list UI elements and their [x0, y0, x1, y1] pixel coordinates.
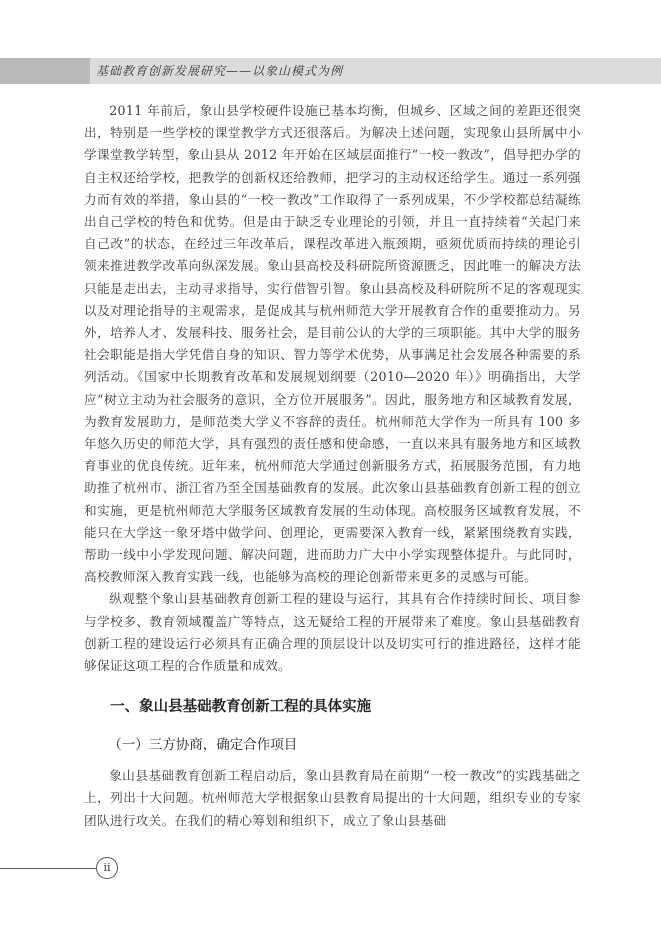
body-paragraph-1: 2011 年前后，象山县学校硬件设施已基本均衡，但城乡、区域之间的差距还很突出，特别是一些学校的课堂教学方式还很落后。为解决上述问题，实现象山县所属中小学课堂教学转型，象山县从 2012 年开始在区域层面推行“一校一教改”，倡导把办学的自主权还给学校，把教学的创新权还给教师，把学习的主动权还给学生。通过一系列强力而有效的举措，象山县的“一校一教改”工作取得了一系列成果，不少学校都总结凝练出自己学校的特色和优势。但是由于缺乏专业理论的引领，并且一直持续着“关起门来自己改”的状态，在经过三年改革后，课程改革进入瓶颈期，亟须优质而持续的理论引领来推进教学改革向纵深发展。象山县高校及科研院所资源匮乏，因此唯一的解决方法只能是走出去，主动寻求指导，实行借智引智。象山县高校及科研院所不足的客观现实以及对理论指导的主观需求，是促成其与杭州师范大学开展教育合作的重要推动力。另外，培养人才、发展科技、服务社会，是目前公认的大学的三项职能。其中大学的服务社会职能是指大学凭借自身的知识、智力等学术优势，从事满足社会发展各种需要的系列活动。《国家中长期教育改革和发展规划纲要（2010—2020 年）》明确指出，大学应“树立主动为社会服务的意识，全方位开展服务”。因此，服务地方和区域教育发展，为教育发展助力，是师范类大学义不容辞的责任。杭州师范大学作为一所具有 100 多年悠久历史的师范大学，具有强烈的责任感和使命感，一直以来具有服务地方和区域教育事业的优良传统。近年来，杭州师范大学通过创新服务方式，拓展服务范围，有力地助推了杭州市、浙江省乃至全国基础教育的发展。此次象山县基础教育创新工程的创立和实施，更是杭州师范大学服务区域教育发展的生动体现。高校服务区域教育发展，不能只在大学这一象牙塔中做学问、创理论，更需要深入教育一线，紧紧围绕教育实践，帮助一线中小学发现问题、解决问题，进而助力广大中小学实现整体提升。与此同时，高校教师深入教育实践一线，也能够为高校的理论创新带来更多的灵感与可能。 — [84, 103, 581, 585]
section-heading: 一、象山县基础教育创新工程的具体实施 — [110, 699, 372, 716]
running-header-accent — [0, 58, 90, 84]
body-paragraph-3: 象山县基础教育创新工程启动后，象山县教育局在前期“一校一教改”的实践基础之上，列出十大问题。杭州师范大学根据象山县教育局提出的十大问题，组织专业的专家团队进行攻关。在我们的精心筹划和组织下，成立了象山县基础 — [84, 768, 581, 828]
page-body — [84, 100, 581, 832]
subsection-heading: （一）三方协商，确定合作项目 — [108, 737, 298, 754]
page-number: ii — [96, 857, 118, 879]
footer-rule — [0, 868, 96, 869]
body-paragraph-2: 纵观整个象山县基础教育创新工程的建设与运行，其具有合作持续时间长、项目参与学校多、教育领域覆盖广等特点，这无疑给工程的开展带来了难度。象山县基础教育创新工程的建设运行必须具有正确合理的顶层设计以及切实可行的推进路径，这样才能够保证这项工程的合作质量和成效。 — [84, 591, 581, 674]
running-header-title: 基础教育创新发展研究——以象山模式为例 — [96, 64, 344, 78]
